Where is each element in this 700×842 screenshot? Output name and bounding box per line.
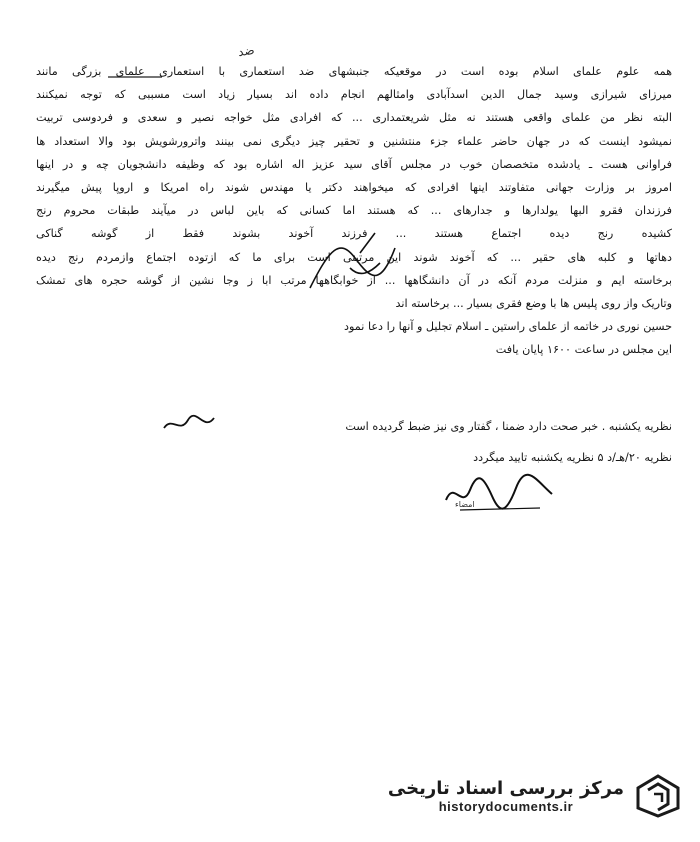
document-line: میرزای شیرازی وسید جمال الدین اسدآبادی وامثالهم انجام داده اند بسیار زیاد است مسببی که توجه نمیکنند (36, 88, 672, 102)
archive-logo-icon (634, 772, 682, 820)
handwritten-correction: ضد (237, 42, 256, 60)
document-line: فرزندان فقرو البها یولدارها و جدارهای ... که هستند اما کسانی که باین لباس در میآیند طبقات محروم رنج (36, 204, 672, 218)
initials-mark (160, 412, 220, 436)
archive-watermark (388, 772, 682, 820)
signature-mark (440, 470, 560, 528)
watermark-url: historydocuments.ir (438, 799, 574, 814)
document-body (36, 60, 672, 362)
signature-caption: امضاء (455, 500, 475, 509)
document-line: کشیده رنج دیده اجتماع هستند ... فرزند آخوند بشوند فقط از گوشه گناکی (36, 227, 672, 241)
watermark-title: مرکز بررسی اسناد تاریخی (387, 778, 624, 799)
document-line: حسین نوری در خاتمه از علمای راستین ـ اسلام تجلیل و آنها را دعا نمود (344, 320, 672, 334)
document-line: وتاریک واز روی پلیس ها با وضع فقری بسیار ... برخاسته اند (395, 297, 672, 311)
watermark-text (388, 778, 624, 814)
document-line: البته نظر من علمای واقعی هستند نه مثل شریعتمداری ... که افرادی مثل خواجه نصیر و سعدی و فردوسی تربیت (36, 111, 672, 125)
document-line: نمیشود اینست که در جهان حاضر علماء جزء منتشنین و تحقیر چیز دیگری نمی بینند واترورشویش بود والا استعداد ها (36, 134, 672, 148)
document-line: همه علوم علمای اسلام بوده است در موقعیکه جنبشهای ضد استعماری با استعماری علمای بزرگی مانند (36, 65, 672, 78)
document-line: برخاسته ایم و منزلت مردم آنکه در آن دانشگاهها ... از خوابگاهها مرتب ابا ز وجا نشین از گوشه حجره های تمشک (36, 273, 672, 287)
document-line: امروز بر وزارت جهانی متفاوتند اینها افرادی که میخواهند دکتر یا مهندس شوند راه امریکا و اروپا پیش میگیرند (36, 181, 672, 195)
document-line: دهاتها و کلبه های حقیر ... که آخوند شوند این مرتبتی است برای ما که ازتوده اجتماع وازمردم رنج دیده (36, 250, 672, 264)
document-line: این مجلس در ساعت ۱۶۰۰ پایان یافت (495, 343, 672, 357)
remark-line-2: نظریه ۲۰/هـ/د ۵ نظریه یکشنبه تایید میگردد (473, 451, 672, 464)
document-line: فراوانی هست ـ یادشده متخصصان خوب در مجلس آقای سید عزیز اله اشاره بود که وظیفه دانشجویان چه و در اینها (36, 157, 672, 171)
remark-line-1: نظریه یکشنبه . خبر صحت دارد ضمنا ، گفتار وی نیز ضبط گردیده است (345, 420, 672, 433)
